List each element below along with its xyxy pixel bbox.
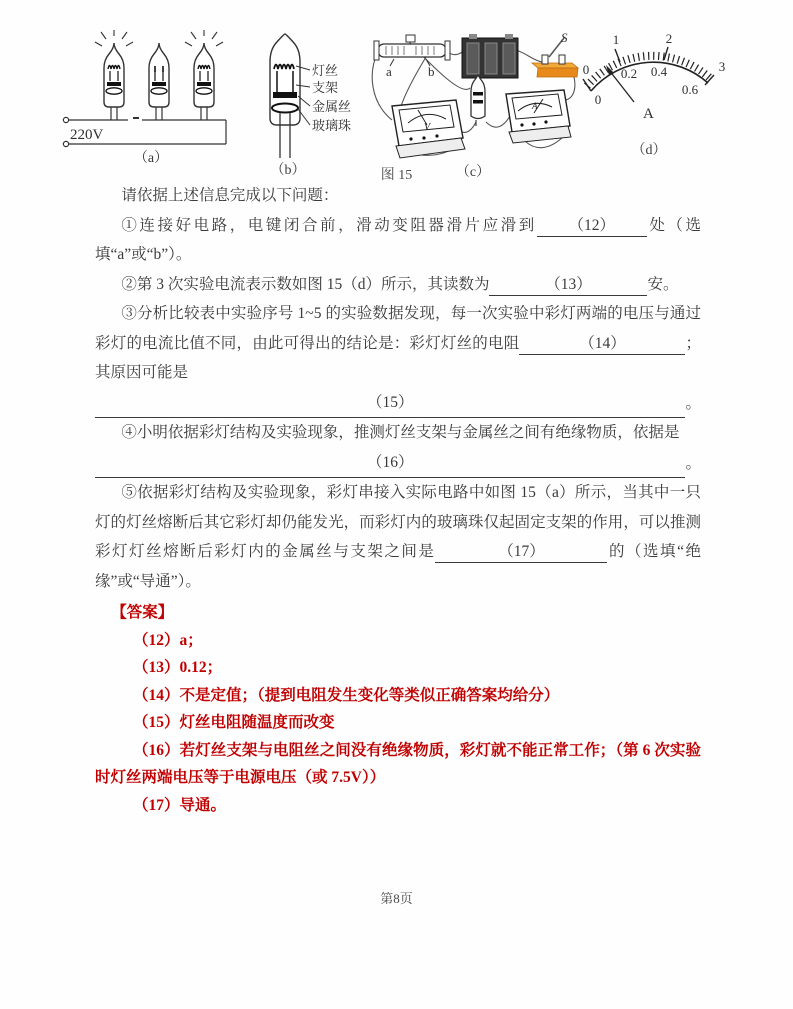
- outer-tick-1: 1: [612, 32, 620, 47]
- ammeter: [506, 90, 571, 143]
- question-5: [95, 478, 701, 596]
- voltage-label: 220V: [70, 127, 104, 143]
- knife-switch: [532, 38, 578, 77]
- q5-post: 的（选填“绝缘”或“导通”）。: [95, 543, 701, 590]
- figure-c-caption: （c）: [455, 165, 491, 180]
- inner-tick-0: 0: [594, 92, 602, 107]
- answer-17: （17）导通。: [132, 796, 226, 814]
- answer-12: （12）a；: [132, 631, 203, 649]
- answer-13: （13）0.12；: [132, 659, 223, 676]
- q1-blank-12: （12）: [537, 216, 647, 237]
- figure-15-row: [56, 30, 731, 180]
- outer-tick-2: 2: [665, 31, 673, 46]
- q5-text: ⑤依据彩灯结构及实验现象，彩灯串接入实际电路中如图 15（a）所示，当其中一只灯的灯丝熔断后其它彩灯却仍能发光，而彩灯内的玻璃珠仅起固定支架的作用，可以推测彩灯灯丝熔断后彩灯内的金属丝与支架之间是: [95, 484, 701, 560]
- lamp-1-lit: [95, 30, 133, 120]
- q2-text: ②第 3 次实验电流表示数如图 15（d）所示，其读数为: [121, 275, 490, 293]
- filament-label: 灯丝: [312, 63, 339, 78]
- q1-text: ①连接好电路，电键闭合前，滑动变阻器滑片应滑到: [121, 216, 537, 234]
- q3-post: ；其原因可能是: [95, 334, 701, 381]
- test-lamp: [471, 74, 485, 126]
- figure-15-caption: 图 15: [380, 168, 413, 183]
- metal-wire-bar: [273, 92, 297, 98]
- figure-c-experiment-circuit-photo: [366, 30, 581, 180]
- q2-post: 安。: [647, 275, 679, 293]
- question-3-blank-line: [95, 388, 701, 419]
- outer-tick-3: 3: [718, 59, 726, 74]
- dial-unit: A: [643, 106, 654, 122]
- figure-a-caption: （a）: [133, 151, 169, 166]
- q1-post: 处（选填“a”或“b”）。: [95, 216, 701, 263]
- answer-block: [95, 599, 701, 819]
- rheostat-terminal-b-label: b: [428, 64, 435, 79]
- q3-blank-14: （14）: [519, 334, 685, 355]
- outer-tick-0: 0: [582, 62, 590, 77]
- question-4: ④小明依据彩灯结构及实验现象，推测灯丝支架与金属丝之间有绝缘物质，依据是: [121, 424, 680, 441]
- inner-tick-0.6: 0.6: [681, 82, 699, 97]
- lamp-3-lit: [185, 30, 223, 120]
- q4-blank-16: （16）: [95, 448, 685, 479]
- question-3: [95, 299, 701, 388]
- question-1: [95, 211, 701, 270]
- terminal-dot: [63, 141, 68, 146]
- inner-tick-0.4: 0.4: [650, 64, 668, 79]
- figure-a-series-lamps-diagram: [56, 30, 246, 168]
- question-block: [95, 181, 701, 819]
- switch-label: S: [561, 30, 568, 45]
- glass-bead-label: 玻璃珠: [312, 118, 352, 133]
- battery-pack: [462, 34, 518, 78]
- metal-wire-label: 金属丝: [312, 99, 352, 114]
- q3-period: 。: [685, 394, 701, 412]
- answer-16: （16）若灯丝支架与电阻丝之间没有绝缘物质，彩灯就不能正常工作；（第 6 次实验时灯丝两端电压等于电源电压（或 7.5V））: [95, 741, 701, 786]
- q2-blank-13: （13）: [489, 275, 647, 296]
- q5-blank-17: （17）: [435, 542, 607, 563]
- inner-tick-0.2: 0.2: [620, 66, 638, 81]
- answer-14: （14）不是定值；（提到电阻发生变化等类似正确答案均给分）: [132, 686, 560, 704]
- figure-d-caption: （d）: [631, 143, 667, 158]
- page-number: 第8页: [380, 891, 413, 906]
- support-label: 支架: [312, 80, 339, 95]
- q4-period: 。: [685, 454, 701, 472]
- rheostat: [374, 35, 450, 66]
- figure-b-caption: （b）: [270, 163, 306, 178]
- lamp-2-unlit: [149, 43, 169, 120]
- terminal-dot: [63, 117, 68, 122]
- question-4-blank-line: [95, 448, 701, 479]
- ammeter-letter: A: [532, 101, 538, 111]
- rheostat-slider: [406, 35, 415, 42]
- figure-b-lamp-structure-diagram: [246, 30, 366, 180]
- answer-15: （15）灯丝电阻随温度而改变: [132, 714, 335, 731]
- voltmeter-letter: V: [424, 122, 431, 133]
- questions-intro: 请依据上述信息完成以下问题：: [121, 187, 339, 204]
- q3-blank-15: （15）: [95, 388, 685, 419]
- rheostat-terminal-a-label: a: [386, 64, 392, 79]
- q3-text: ③分析比较表中实验序号 1~5 的实验数据发现，每一次实验中彩灯两端的电压与通过彩灯的电流比值不同，由此可得出的结论是：彩灯灯丝的电阻: [95, 305, 701, 352]
- figure-d-ammeter-dial: [581, 30, 731, 180]
- answer-heading: 【答案】: [111, 604, 174, 621]
- question-2: [95, 270, 701, 300]
